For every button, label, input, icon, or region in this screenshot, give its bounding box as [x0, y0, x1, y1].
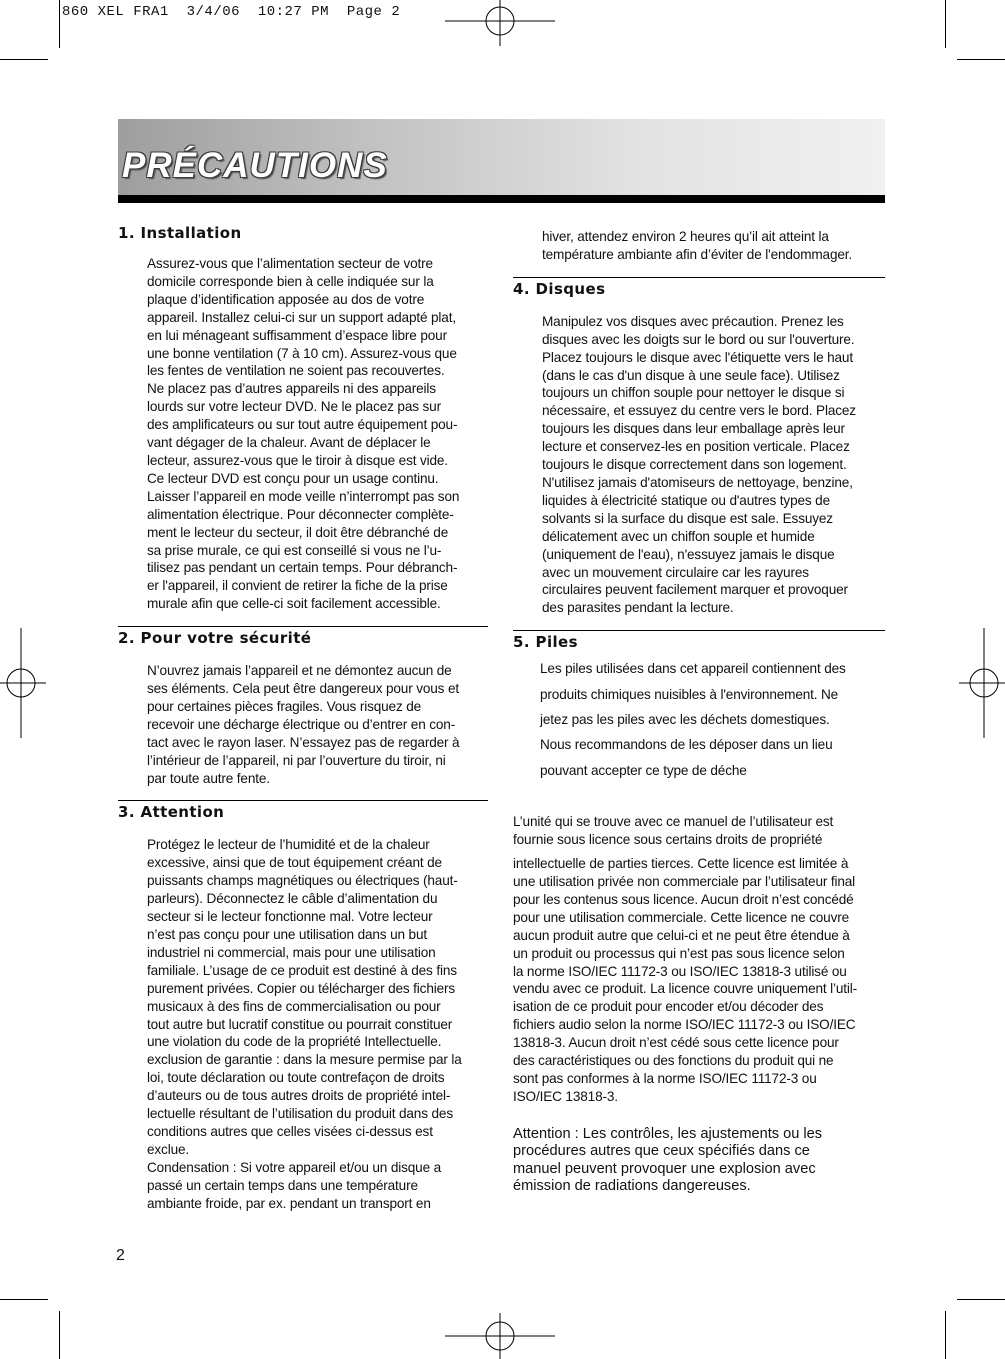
crop-mark: [945, 1311, 946, 1359]
page-title: PRÉCAUTIONS: [122, 146, 388, 185]
text-line: toujours un chiffon souple pour nettoyer le disque si: [542, 385, 845, 401]
text-line: Protégez le lecteur de l’humidité et de la chaleur: [147, 837, 430, 853]
text-line: Placez toujours le disque avec l'étiquette vers le haut: [542, 349, 853, 365]
text-line: alimentation électrique. Pour déconnecter complète-: [147, 506, 454, 522]
text-line: nécessaire, et essuyez du centre vers le bord. Placez: [542, 403, 856, 419]
text-line: Attention : Les contrôles, les ajustements ou les: [513, 1125, 823, 1142]
text-line: fichiers audio selon la norme ISO/IEC 11172-3 ou ISO/IEC: [513, 1017, 856, 1033]
text-line: circulaires peuvent facilement marquer et provoquer: [542, 582, 848, 598]
text-line: ment le lecteur du secteur, il doit être débranché de: [147, 524, 449, 540]
registration-mark-icon: [445, 1313, 555, 1359]
section-heading-attention: 3. Attention: [118, 803, 225, 822]
crop-mark: [957, 1299, 1005, 1300]
text-line: produits chimiques nuisibles à l'environnement. Ne: [540, 686, 839, 702]
page-number: 2: [116, 1247, 125, 1264]
radiation-warning: [513, 1126, 885, 1196]
text-line: Ce lecteur DVD est conçu pour un usage continu.: [147, 470, 439, 486]
text-line: vant dégager de la chaleur. Avant de déplacer le: [147, 435, 431, 451]
text-line: des amplificateurs ou sur tout autre équipement pou-: [147, 417, 458, 433]
text-line: domicile corresponde bien à celle indiquée sur la: [147, 273, 434, 289]
text-line: liquides à électricité statique ou d'autres types de: [542, 492, 830, 508]
text-line: pour une utilisation commerciale. Cette licence ne couvre: [513, 909, 850, 925]
attention-continued-text: [513, 228, 885, 264]
text-line: lecture et conservez-les en position verticale. Placez: [542, 439, 850, 455]
text-line: musicaux à des fins de commercialisation ou pour: [147, 998, 441, 1014]
text-line: un produit ou processus qui n’est pas sous licence selon: [513, 945, 845, 961]
license-text: [513, 855, 885, 1106]
text-line: ISO/IEC 13818-3.: [513, 1088, 618, 1104]
text-line: une bonne ventilation (7 à 10 cm). Assurez-vous que: [147, 345, 457, 361]
text-line: délicatement avec un chiffon souple et humide: [542, 528, 815, 544]
text-line: L’unité qui se trouve avec ce manuel de l’utilisateur est: [513, 814, 834, 830]
text-line: murale afin que celle-ci soit facilement accessible.: [147, 596, 441, 612]
text-line: N’ouvrez jamais l’appareil et ne démontez aucun de: [147, 663, 452, 679]
text-line: conditions autres que celles visées ci-dessus est: [147, 1123, 433, 1139]
text-line: une utilisation privée non commerciale par l’utilisateur final: [513, 873, 856, 889]
text-line: intellectuelle de parties tierces. Cette licence est limitée à: [513, 856, 849, 872]
text-line: Assurez-vous que l’alimentation secteur de votre: [147, 256, 433, 271]
text-line: industriel ni commercial, mais pour une utilisation: [147, 944, 436, 960]
header-rule: [118, 195, 885, 203]
text-line: secteur si le lecteur fonctionne mal. Votre lecteur: [147, 909, 433, 925]
text-line: pour certaines pièces fragiles. Vous risquez de: [147, 698, 422, 714]
registration-mark-icon: [0, 628, 46, 738]
text-line: ses éléments. Cela peut être dangereux pour vous et: [147, 681, 459, 697]
section-heading-piles: 5. Piles: [513, 633, 578, 652]
license-intro: [513, 813, 885, 849]
text-line: er l'appareil, il convient de retirer la fiche de la prise: [147, 578, 448, 594]
text-line: Les piles utilisées dans cet appareil contiennent des: [540, 661, 846, 677]
disques-text: [513, 313, 885, 617]
text-line: purement privées. Copier ou télécharger des fichiers: [147, 980, 456, 996]
text-line: toujours les disques dans leur emballage après leur: [542, 421, 845, 437]
section-divider: [118, 626, 488, 627]
text-line: puissants champs magnétiques ou électriques (haut-: [147, 873, 458, 889]
text-line: Laisser l’appareil en mode veille n’interrompt pas son: [147, 488, 460, 504]
text-line: température ambiante afin d’éviter de l'endommager.: [542, 246, 853, 262]
text-line: solvants si la surface du disque est sale. Essuyez: [542, 510, 833, 526]
text-line: émission de radiations dangereuses.: [513, 1178, 751, 1195]
crop-mark: [59, 0, 60, 48]
text-line: des caractéristiques ou des fonctions du produit qui ne: [513, 1053, 834, 1069]
text-line: lourds sur votre lecteur DVD. Ne le placez pas sur: [147, 399, 441, 415]
text-line: n’est pas conçu pour une utilisation dans un but: [147, 927, 427, 942]
text-line: par toute autre fente.: [147, 770, 270, 786]
text-line: tact avec le rayon laser. N’essayez pas de regarder à: [147, 734, 460, 750]
crop-mark: [957, 59, 1005, 60]
text-line: (dans le cas d'un disque à une seule face). Utilisez: [542, 367, 840, 383]
text-line: une violation du code de la propriété Intellectuelle.: [147, 1034, 442, 1050]
text-line: disques avec les doigts sur le bord ou sur l'ouverture.: [542, 331, 855, 347]
crop-mark: [0, 59, 48, 60]
text-line: loi, toute déclaration ou toute contrefaçon de droits: [147, 1070, 445, 1086]
securite-text: [118, 662, 488, 787]
section-divider: [513, 630, 885, 631]
text-line: Manipulez vos disques avec précaution. Prenez les: [542, 313, 844, 329]
text-line: vendu avec ce produit. La licence couvre uniquement l’util-: [513, 981, 858, 997]
attention-text: [118, 836, 488, 1212]
text-line: tilisez pas pendant un certain temps. Pour débranch-: [147, 560, 458, 576]
section-divider: [513, 277, 885, 278]
text-line: lectuelle résultant de l’utilisation du produit dans des: [147, 1106, 453, 1122]
text-line: en lui ménageant suffisamment d’espace libre pour: [147, 327, 447, 343]
registration-mark-icon: [959, 628, 1005, 738]
text-line: exclue.: [147, 1141, 190, 1157]
text-line: parleurs). Déconnectez le câble d’alimentation du: [147, 891, 438, 907]
text-line: familiale. L’usage de ce produit est destiné à des fins: [147, 962, 457, 978]
text-line: procédures autres que ceux spécifiés dans ce: [513, 1143, 810, 1160]
installation-text: [118, 255, 488, 613]
text-line: tout autre but lucratif constitue ou pourrait constituer: [147, 1016, 453, 1032]
text-line: 13818-3. Aucun droit n’est cédé sous cette licence pour: [513, 1035, 839, 1051]
text-line: appareil. Installez celui-ci sur un support adapté plat,: [147, 309, 456, 325]
right-column: [513, 228, 885, 1196]
text-line: plaque d’identification apposée au dos de votre: [147, 291, 425, 307]
text-line: (uniquement de l'eau), n'essuyez jamais le disque: [542, 546, 835, 562]
text-line: ambiante froide, par ex. pendant un transport en: [147, 1195, 431, 1211]
crop-mark: [945, 0, 946, 48]
text-line: sont pas conformes à la norme ISO/IEC 11172-3 ou: [513, 1070, 817, 1086]
text-line: excessive, ainsi que de tout équipement créant de: [147, 855, 442, 871]
text-line: recevoir une décharge électrique ou d’entrer en con-: [147, 716, 456, 732]
text-line: toujours le disque correctement dans son logement.: [542, 457, 847, 473]
text-line: l’intérieur de l’appareil, ni par l’ouverture du tiroir, ni: [147, 752, 446, 768]
text-line: avec un mouvement circulaire car les rayures: [542, 564, 809, 580]
registration-mark-icon: [445, 0, 555, 46]
text-line: lecteur, assurez-vous que le tiroir à disque est vide.: [147, 452, 448, 468]
text-line: des parasites pendant la lecture.: [542, 600, 734, 616]
text-line: Nous recommandons de les déposer dans un lieu: [540, 737, 833, 753]
print-slug: 860 XEL FRA1 3/4/06 10:27 PM Page 2: [62, 4, 401, 20]
text-line: la norme ISO/IEC 11172-3 ou ISO/IEC 13818-3 utilisé ou: [513, 963, 847, 979]
text-line: exclusion de garantie : dans la mesure permise par la: [147, 1052, 462, 1068]
text-line: pour les contenus sous licence. Aucun droit n’est concédé: [513, 891, 854, 907]
left-column: [118, 224, 488, 1213]
text-line: les fentes de ventilation ne soient pas recouvertes.: [147, 363, 445, 379]
piles-text: [513, 656, 885, 783]
section-heading-disques: 4. Disques: [513, 279, 606, 298]
text-line: N'utilisez jamais d'atomiseurs de nettoyage, benzine,: [542, 474, 853, 490]
text-line: Ne placez pas d’autres appareils ni des appareils: [147, 381, 436, 397]
text-line: jetez pas les piles avec les déchets domestiques.: [540, 712, 830, 728]
text-line: sa prise murale, ce qui est conseillé si vous ne l’u-: [147, 542, 442, 558]
section-heading-installation: 1. Installation: [118, 224, 242, 242]
crop-mark: [0, 1299, 48, 1300]
text-line: manuel peuvent provoquer une explosion avec: [513, 1160, 816, 1177]
text-line: d’auteurs ou de tous autres droits de propriété intel-: [147, 1088, 451, 1104]
text-line: hiver, attendez environ 2 heures qu’il ait atteint la: [542, 229, 829, 244]
text-line: aucun produit autre que celui-ci et ne peut être étendue à: [513, 927, 850, 943]
text-line: isation de ce produit pour encoder et/ou décoder des: [513, 999, 824, 1015]
text-line: Condensation : Si votre appareil et/ou un disque a: [147, 1159, 442, 1175]
section-divider: [118, 800, 488, 801]
text-line: passé un certain temps dans une température: [147, 1177, 418, 1193]
text-line: fournie sous licence sous certains droits de propriété: [513, 832, 823, 848]
crop-mark: [59, 1311, 60, 1359]
text-line: pouvant accepter ce type de déche: [540, 762, 747, 778]
section-heading-securite: 2. Pour votre sécurité: [118, 629, 312, 648]
